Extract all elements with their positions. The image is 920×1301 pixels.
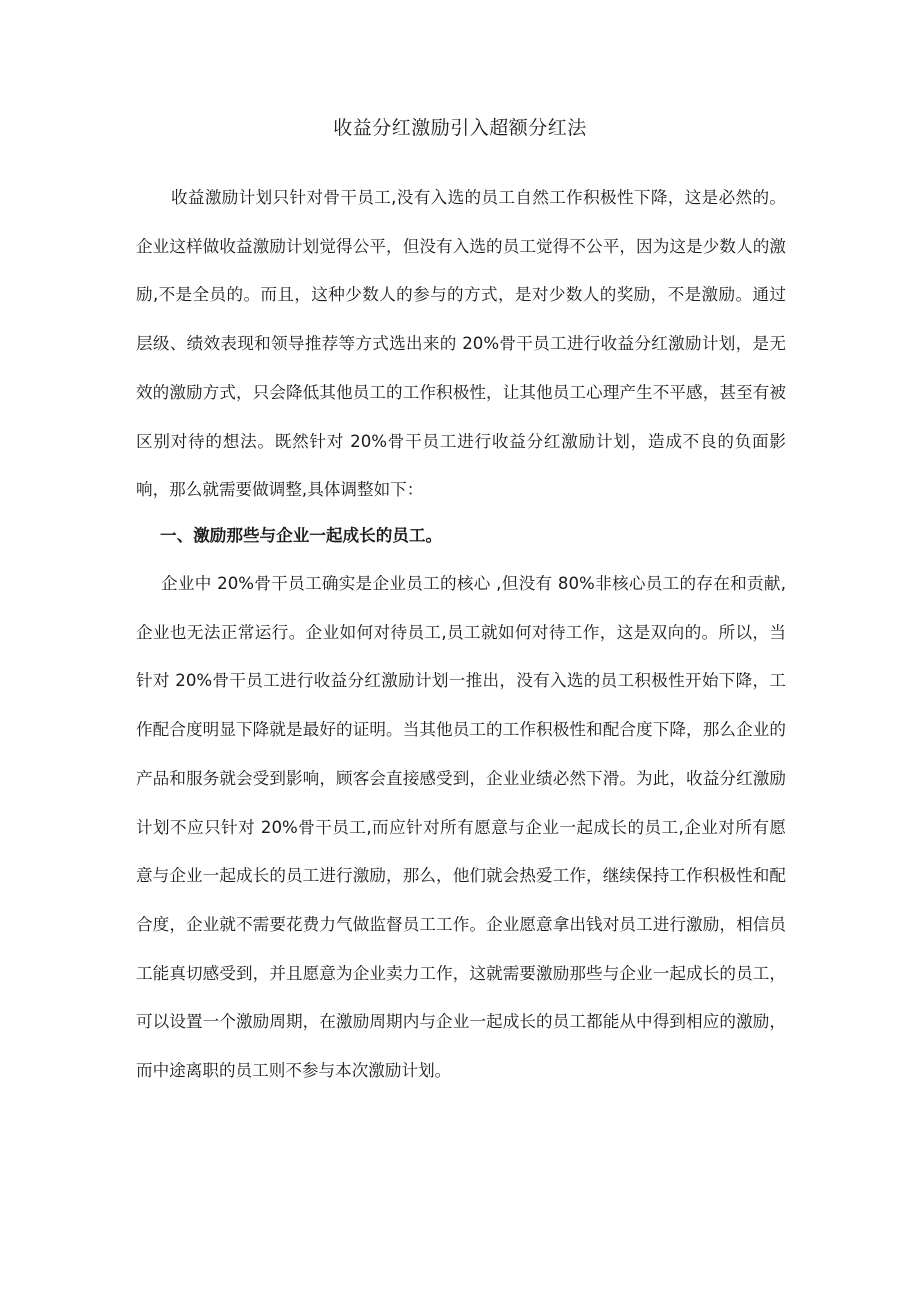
section-heading-1: 一、激励那些与企业一起成长的员工。 xyxy=(160,526,443,545)
paragraph-section-1: 企业中 20%骨干员工确实是企业员工的核心 ,但没有 80%非核心员工的存在和贡献,企业也无法正常运行。企业如何对待员工,员工就如何对待工作，这是双向的。所以，当针对 20%骨干员工进行收益分红激励计划一推出，没有入选的员工积极性开始下降，工作配合度明显下降就是最好的证明。当其他员工的工作积极性和配合度下降，那么企业的产品和服务就会受到影响，顾客会直接感受到，企业业绩必然下滑。为此，收益分红激励计划不应只针对 20%骨干员工,而应针对所有愿意与企业一起成长的员工,企业对所有愿意与企业一起成长的员工进行激励，那么，他们就会热爱工作，继续保持工作积极性和配合度，企业就不需要花费力气做监督员工工作。企业愿意拿出钱对员工进行激励，相信员工能真切感受到，并且愿意为企业卖力工作，这就需要激励那些与企业一起成长的员工，可以设置一个激励周期，在激励周期内与企业一起成长的员工都能从中得到相应的激励，而中途离职的员工则不参与本次激励计划。 xyxy=(136,574,786,1081)
paragraph-intro: 收益激励计划只针对骨干员工,没有入选的员工自然工作积极性下降，这是必然的。企业这样做收益激励计划觉得公平，但没有入选的员工觉得不公平，因为这是少数人的激励,不是全员的。而且，这种少数人的参与的方式，是对少数人的奖励，不是激励。通过层级、绩效表现和领导推荐等方式选出来的 20%骨干员工进行收益分红激励计划，是无效的激励方式，只会降低其他员工的工作积极性，让其他员工心理产生不平感，甚至有被区别对待的想法。既然针对 20%骨干员工进行收益分红激励计划，造成不良的负面影响，那么就需要做调整,具体调整如下： xyxy=(136,188,786,500)
document-title: 收益分红激励引入超额分红法 xyxy=(333,117,587,139)
